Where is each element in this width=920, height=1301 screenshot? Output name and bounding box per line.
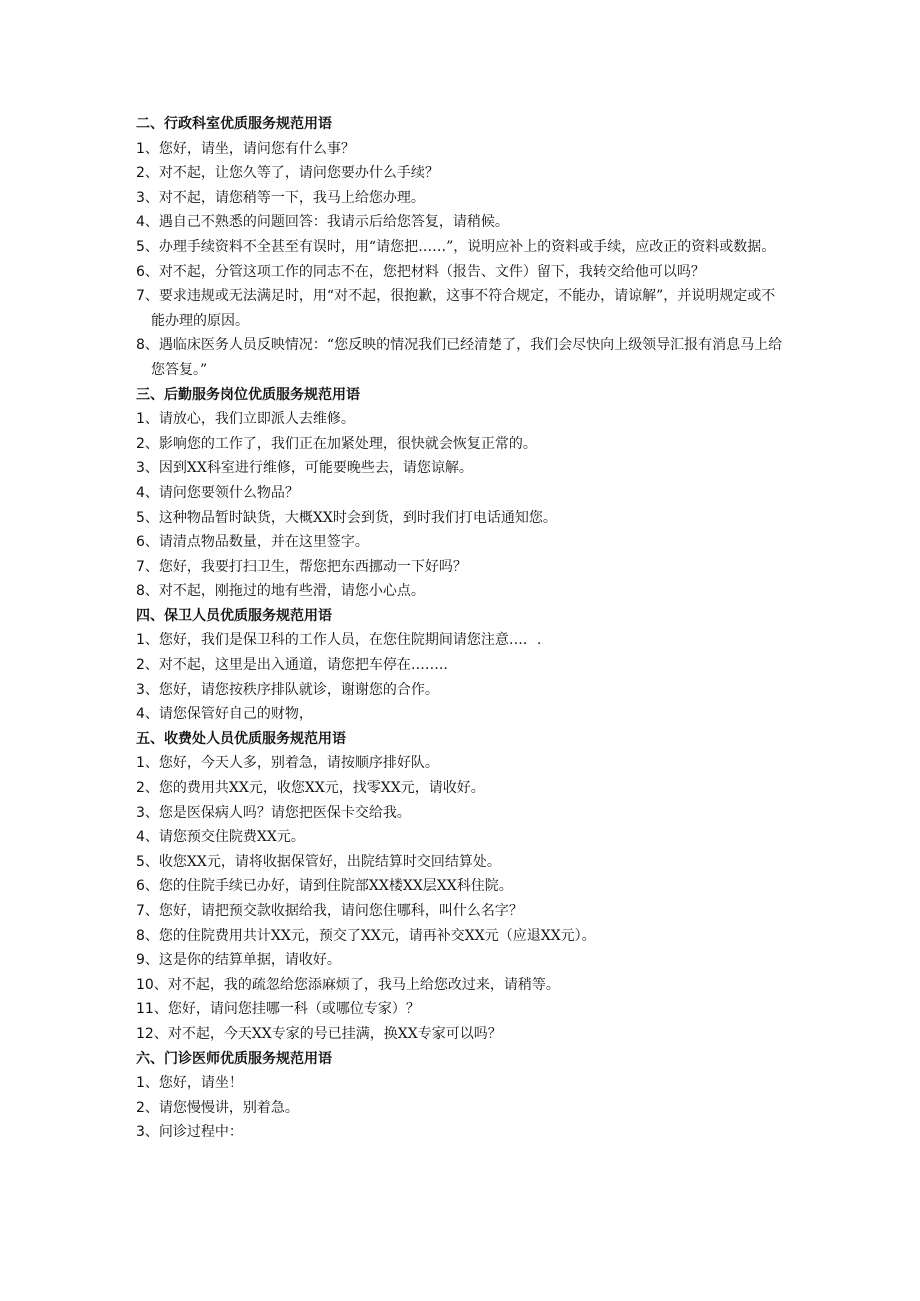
list-item-number: 11 <box>136 1001 154 1018</box>
section <box>136 383 786 604</box>
list-item-number: 3 <box>136 1124 145 1141</box>
list-item-text: 、对不起，刚拖过的地有些滑，请您小心点。 <box>144 583 425 600</box>
list-item-text: 、请问您要领什么物品？ <box>144 484 299 501</box>
list-item <box>136 432 786 457</box>
list-item-text: 、请您预交住院费XX元。 <box>144 829 305 846</box>
section-heading: 五、收费处人员优质服务规范用语 <box>136 730 346 747</box>
list-item-number: 7 <box>136 903 145 919</box>
list-item-text: 、您的费用共XX元，收您XX元，找零XX元，请收好。 <box>144 780 485 797</box>
list-item <box>136 161 786 186</box>
list-item-text: 、影响您的工作了，我们正在加紧处理，很快就会恢复正常的。 <box>144 435 537 452</box>
list-item <box>136 579 786 604</box>
section <box>136 604 786 727</box>
list-item <box>136 850 786 875</box>
list-item <box>136 973 786 998</box>
list-item-number: 8 <box>136 337 145 354</box>
list-item <box>136 260 786 285</box>
list-item-number: 4 <box>136 829 145 846</box>
list-item <box>136 530 786 555</box>
list-item <box>136 137 786 162</box>
list-item-number: 10 <box>136 976 154 993</box>
list-item-text: 、您是医保病人吗？请您把医保卡交给我。 <box>144 804 411 821</box>
list-item <box>136 284 786 333</box>
list-item-number: 1 <box>136 755 145 772</box>
list-item <box>136 702 786 727</box>
list-item-number: 6 <box>136 878 145 895</box>
list-item <box>136 407 786 432</box>
list-item-text: 、对不起，让您久等了，请问您要办什么手续？ <box>144 165 439 182</box>
section <box>136 1047 786 1145</box>
list-item-number: 5 <box>136 853 145 870</box>
list-item-number: 4 <box>136 706 145 723</box>
list-item-text: 、遇自己不熟悉的问题回答：我请示后给您答复，请稍候。 <box>144 214 509 231</box>
list-item <box>136 628 786 653</box>
list-item-number: 2 <box>136 1099 145 1116</box>
list-item-number: 9 <box>136 952 145 969</box>
list-item-number: 3 <box>136 460 145 477</box>
list-item-text: 、这种物品暂时缺货，大概XX时会到货，到时我们打电话通知您。 <box>144 509 557 526</box>
list-item <box>136 801 786 826</box>
list-item <box>136 1071 786 1096</box>
list-item-number: 2 <box>136 657 145 674</box>
list-item-text: 、您好，我要打扫卫生，帮您把东西挪动一下好吗？ <box>144 558 467 575</box>
list-item-text: 、对不起，今天XX专家的号已挂满，换XX专家可以吗？ <box>153 1025 502 1042</box>
list-item-text: 、您好，我们是保卫科的工作人员，在您住院期间请您注意…．. <box>144 632 542 649</box>
list-item-text: 、请您慢慢讲，别着急。 <box>144 1099 299 1116</box>
list-item <box>136 210 786 235</box>
list-item <box>136 825 786 850</box>
list-item-number: 6 <box>136 534 145 551</box>
document-body <box>136 112 786 1145</box>
list-item-text: 、对不起，我的疏忽给您添麻烦了，我马上给您改过来，请稍等。 <box>153 976 560 993</box>
list-item-text: 、因到XX科室进行维修，可能要晚些去，请您谅解。 <box>144 460 473 477</box>
list-item <box>136 997 786 1022</box>
list-item-text: 、请清点物品数量，并在这里签字。 <box>144 534 369 551</box>
list-item <box>136 1022 786 1047</box>
list-item <box>136 186 786 211</box>
section <box>136 727 786 1047</box>
list-item-number: 1 <box>136 411 145 428</box>
list-item-number: 5 <box>136 509 145 526</box>
section-heading: 四、保卫人员优质服务规范用语 <box>136 607 332 624</box>
list-item-text: 、请您保管好自己的财物， <box>144 706 313 723</box>
list-item-text: 、您好，请问您挂哪一科（或哪位专家）？ <box>153 1001 420 1018</box>
list-item-text: 、您好，请把预交款收据给我，请问您住哪科，叫什么名字？ <box>144 903 523 919</box>
list-item-text: 、您好，请坐！ <box>144 1075 243 1092</box>
list-item-number: 4 <box>136 484 145 501</box>
list-item <box>136 653 786 678</box>
list-item <box>136 333 786 382</box>
list-item-number: 2 <box>136 165 145 182</box>
list-item-number: 6 <box>136 263 145 280</box>
list-item-number: 12 <box>136 1025 154 1042</box>
section-heading: 三、后勤服务岗位优质服务规范用语 <box>136 386 360 403</box>
list-item <box>136 1120 786 1145</box>
section <box>136 112 786 383</box>
list-item-text: 、要求违规或无法满足时，用“对不起，很抱歉，这事不符合规定，不能办，请谅解”，并说明规定或不能办理的原因。 <box>144 288 776 329</box>
list-item <box>136 751 786 776</box>
list-item-number: 1 <box>136 1075 145 1092</box>
list-item <box>136 924 786 949</box>
list-item <box>136 899 786 924</box>
list-item-text: 、请放心，我们立即派人去维修。 <box>144 411 355 428</box>
list-item <box>136 506 786 531</box>
list-item-number: 5 <box>136 238 145 255</box>
list-item-text: 、您好，请坐，请问您有什么事？ <box>144 140 355 157</box>
list-item-text: 、收您XX元，请将收据保管好，出院结算时交回结算处。 <box>144 853 501 870</box>
list-item <box>136 948 786 973</box>
list-item-number: 2 <box>136 435 145 452</box>
list-item-number: 1 <box>136 632 145 649</box>
list-item-text: 、对不起，分管这项工作的同志不在，您把材料（报告、文件）留下，我转交给他可以吗？ <box>144 263 705 280</box>
list-item-text: 、您的住院手续已办好，请到住院部XX楼XX层XX科住院。 <box>144 878 513 895</box>
section-heading: 二、行政科室优质服务规范用语 <box>136 116 332 132</box>
list-item-text: 、对不起，请您稍等一下，我马上给您办理。 <box>144 189 425 206</box>
list-item <box>136 678 786 703</box>
list-item-text: 、问诊过程中： <box>144 1124 243 1141</box>
list-item <box>136 235 786 260</box>
list-item <box>136 874 786 899</box>
section-heading: 六、门诊医师优质服务规范用语 <box>136 1050 332 1067</box>
list-item-text: 、遇临床医务人员反映情况：“您反映的情况我们已经清楚了，我们会尽快向上级领导汇报有消息马上给您答复。” <box>144 337 783 378</box>
list-item-text: 、您好，今天人多，别着急，请按顺序排好队。 <box>144 755 439 772</box>
list-item-number: 1 <box>136 140 145 157</box>
list-item-number: 3 <box>136 681 145 698</box>
list-item-text: 、对不起，这里是出入通道，请您把车停在…….. <box>144 657 448 674</box>
list-item-number: 3 <box>136 804 145 821</box>
list-item-number: 3 <box>136 189 145 206</box>
list-item-text: 、这是你的结算单据，请收好。 <box>144 952 341 969</box>
list-item <box>136 1096 786 1121</box>
list-item-text: 、您好，请您按秩序排队就诊，谢谢您的合作。 <box>144 681 439 698</box>
list-item-number: 2 <box>136 780 145 797</box>
list-item <box>136 555 786 580</box>
list-item-number: 8 <box>136 583 145 600</box>
list-item-number: 7 <box>136 288 145 305</box>
list-item-number: 4 <box>136 214 145 231</box>
list-item-text: 、您的住院费用共计XX元，预交了XX元，请再补交XX元（应退XX元）。 <box>144 927 596 944</box>
list-item <box>136 776 786 801</box>
list-item-text: 、办理手续资料不全甚至有误时，用“请您把……”，说明应补上的资料或手续，应改正的资料或数据。 <box>144 238 776 255</box>
list-item-number: 7 <box>136 558 145 575</box>
list-item-number: 8 <box>136 927 145 944</box>
list-item <box>136 481 786 506</box>
list-item <box>136 456 786 481</box>
